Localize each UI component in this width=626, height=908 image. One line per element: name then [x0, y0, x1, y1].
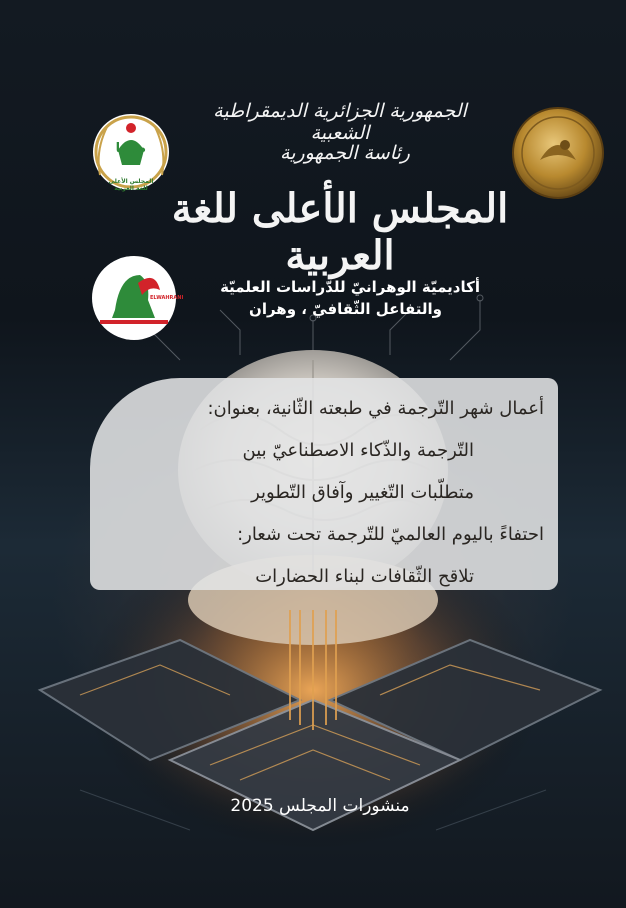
council-title: المجلس الأعلى للغة العربية — [171, 185, 509, 279]
academy-line-1: أكاديميّة الوهرانيّ للدّراسات العلميّة — [220, 278, 480, 296]
maraya-logo-text: مرايا — [115, 141, 146, 156]
panel-line-1: أعمال شهر التّرجمة في طبعته الثّانية، بعنوان: — [207, 398, 544, 419]
academy-line-2: والتفاعل الثّقافيّ ، وهران — [249, 300, 442, 318]
panel-line-5: تلاقح الثّقافات لبناء الحضارات — [255, 566, 474, 587]
panel-line-3: متطلّبات التّغيير وآفاق التّطوير — [251, 482, 474, 503]
academy-name — [205, 276, 480, 320]
elwahrani-logo-caption: ELWAHRANI — [150, 295, 184, 301]
maraya-logo-caption: المجلس الأعلى للغة العربية — [108, 178, 154, 192]
presidency-name: رئاسة الجمهورية — [280, 142, 410, 164]
panel-line-4: احتفاءً باليوم العالميّ للتّرجمة تحت شعار: — [237, 524, 544, 545]
panel-line-2: التّرجمة والذّكاء الاصطناعيّ بين — [242, 440, 474, 461]
publisher-footer: منشورات المجلس 2025 — [230, 796, 410, 816]
title-panel-text — [96, 388, 544, 598]
republic-name: الجمهورية الجزائرية الديمقراطية الشعبية — [213, 100, 467, 144]
